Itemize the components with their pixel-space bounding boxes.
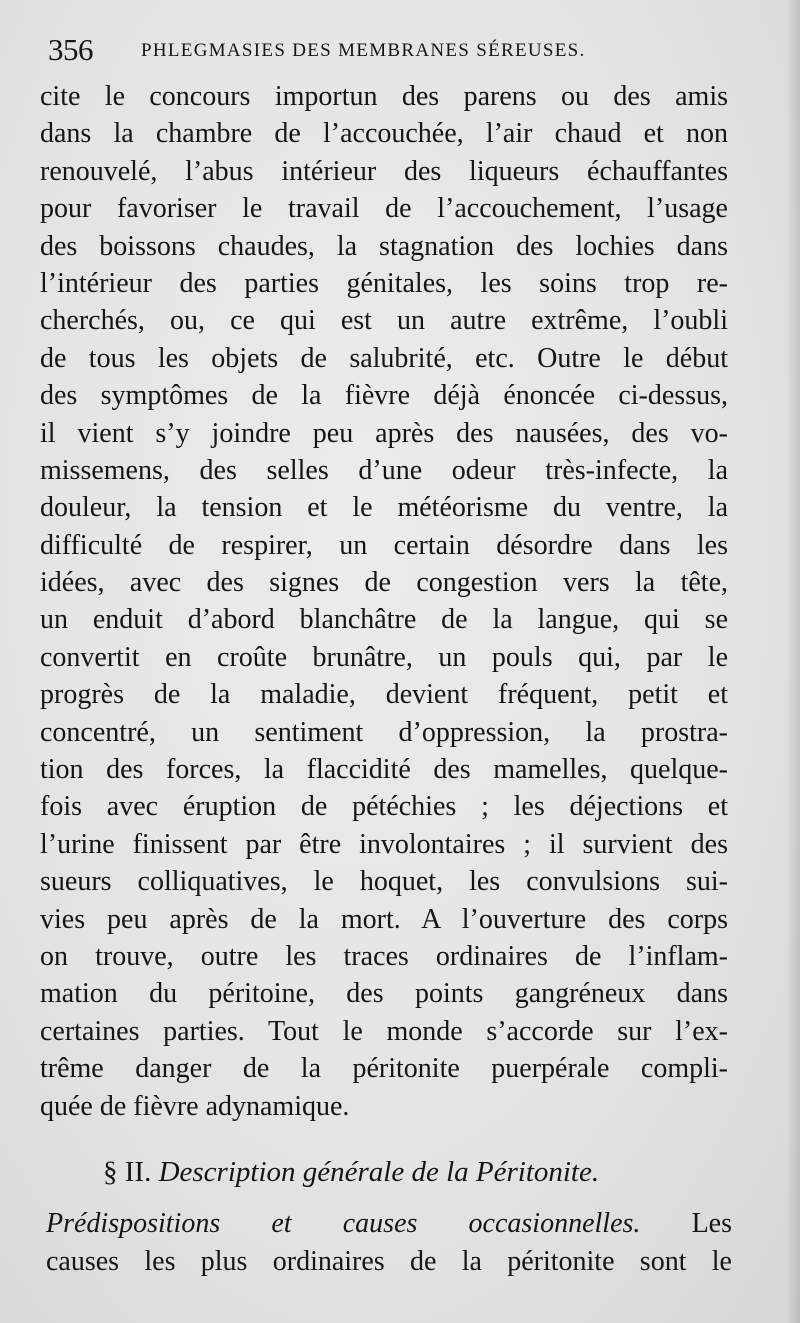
text-line: dans la chambre de l’accouchée, l’air chaud et non bbox=[40, 118, 728, 150]
page-edge-shadow bbox=[786, 0, 800, 1323]
page-number: 356 bbox=[48, 32, 93, 67]
text-line: des symptômes de la fièvre déjà énoncée ci-dessus, bbox=[40, 380, 728, 412]
text-line: des boissons chaudes, la stagnation des lochies dans bbox=[40, 230, 728, 262]
page-header bbox=[48, 30, 688, 70]
body-paragraph bbox=[40, 78, 728, 1125]
section-number: § II. bbox=[103, 1156, 152, 1188]
text-line: mation du péritoine, des points gangréneux dans bbox=[40, 978, 728, 1010]
text-line: l’urine finissent par être involontaires ; il survient des bbox=[40, 828, 728, 860]
text-line: causes les plus ordinaires de la péritonite sont le bbox=[46, 1246, 732, 1277]
text-line: certaines parties. Tout le monde s’accorde sur l’ex- bbox=[40, 1015, 728, 1047]
text-line: sueurs colliquatives, le hoquet, les convulsions sui- bbox=[40, 866, 728, 898]
text-line: missemens, des selles d’une odeur très-infecte, la bbox=[40, 454, 728, 486]
text-line: difficulté de respirer, un certain désordre dans les bbox=[40, 529, 728, 561]
text-line: trême danger de la péritonite puerpérale compli- bbox=[40, 1053, 728, 1085]
text-line: progrès de la maladie, devient fréquent, petit et bbox=[40, 679, 728, 711]
text-line: on trouve, outre les traces ordinaires de l’inflam- bbox=[40, 940, 728, 972]
subsection-paragraph bbox=[46, 1205, 732, 1281]
section-heading bbox=[103, 1152, 703, 1192]
text-line: de tous les objets de salubrité, etc. Outre le début bbox=[40, 342, 728, 374]
text-line: l’intérieur des parties génitales, les soins trop re- bbox=[40, 267, 728, 299]
subsection-lead-continuation: Les bbox=[691, 1208, 732, 1239]
text-line-last: quée de fièvre adynamique. bbox=[40, 1090, 350, 1122]
text-line: un enduit d’abord blanchâtre de la langue, qui se bbox=[40, 604, 728, 636]
text-line: vies peu après de la mort. A l’ouverture des corps bbox=[40, 903, 728, 935]
text-line: convertit en croûte brunâtre, un pouls qui, par le bbox=[40, 641, 728, 673]
text-line: tion des forces, la flaccidité des mamelles, quelque- bbox=[40, 754, 728, 786]
text-line: concentré, un sentiment d’oppression, la prostra- bbox=[40, 716, 728, 748]
text-line: renouvelé, l’abus intérieur des liqueurs échauffantes bbox=[40, 155, 728, 187]
text-line: fois avec éruption de pétéchies ; les déjections et bbox=[40, 791, 728, 823]
text-line: douleur, la tension et le météorisme du ventre, la bbox=[40, 492, 728, 524]
text-line: cherchés, ou, ce qui est un autre extrême, l’oubli bbox=[40, 305, 728, 337]
subsection-first-line bbox=[46, 1205, 732, 1243]
text-line: il vient s’y joindre peu après des nausées, des vo- bbox=[40, 417, 728, 449]
running-title: PHLEGMASIES DES MEMBRANES SÉREUSES. bbox=[141, 40, 586, 61]
section-title: Description générale de la Péritonite. bbox=[158, 1156, 600, 1188]
text-line: pour favoriser le travail de l’accouchement, l’usage bbox=[40, 193, 728, 225]
text-line: idées, avec des signes de congestion vers la tête, bbox=[40, 567, 728, 599]
subsection-lead: Prédispositions et causes occasionnelles. bbox=[46, 1208, 641, 1239]
text-line: cite le concours importun des parens ou des amis bbox=[40, 81, 728, 112]
